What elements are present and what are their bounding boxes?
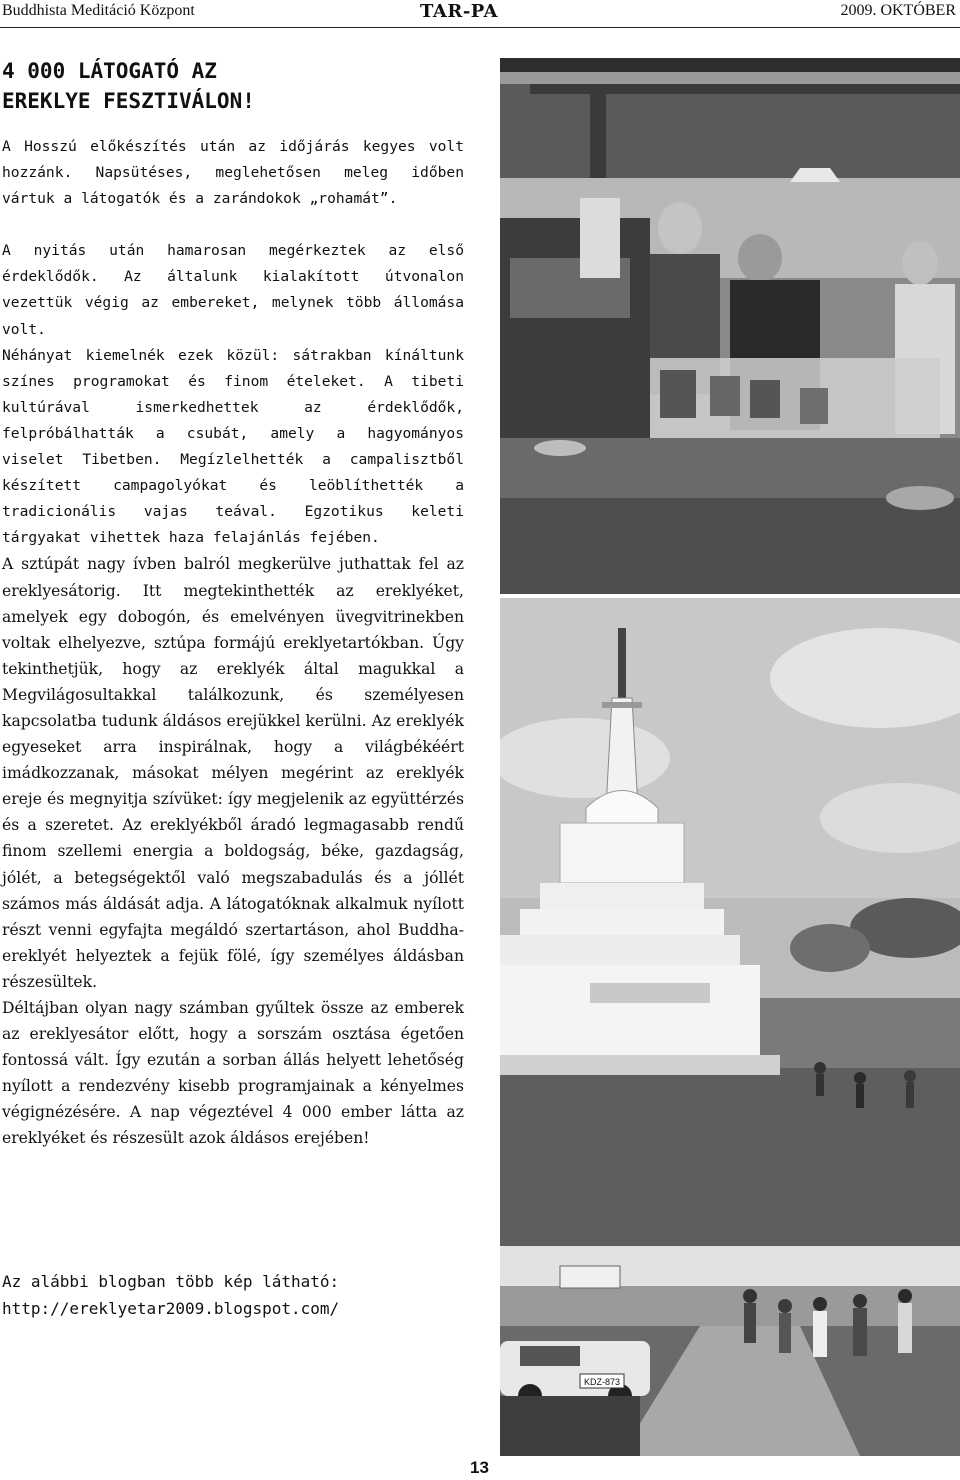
header-magazine-title: TAR-PA [420,1,498,22]
paragraph-4: A sztúpát nagy ívben balról megkerülve juthattak fel az ereklyesátorig. Itt megtekinthették az ereklyéket, amelyek egy dobogón, és emelvényen üvegvitrinekben voltak elhelyezve, sztúpa formájú ereklyetartókban. Úgy tekinthetjük, hogy az ereklyék által magukkal a Megvilágosultakkal találkozunk, és személyesen kapcsolatba tudunk áldásos erejükkel kerülni. Az ereklyék egyeseket arra inspirálnak, hogy a világbékéért imádkozzanak, másokat mélyen megérint az ereklyék ereje és megnyitja szívüket: így megjelenik az együttérzés és a szeretet. Az ereklyékből áradó legmagasabb rendű finom szellemi energia a boldogság, béke, gazdagság, jólét, a betegségektől való megszabadulás és a jóllét számos más áldását adja. A látogatóknak alkalmuk nyílott részt venni egyfajta megáldó szertartáson, ahol Buddha-ereklyét helyeztek a fejük fölé, így személyes áldásban részesültek. [2,555,464,991]
paragraph-2: A nyitás után hamarosan megérkeztek az első érdeklődők. Az általunk kialakított útvonalon vezettük végig az embereket, melynek több állomása volt. [2,242,464,338]
header-rule [0,27,960,28]
blog-note-text: Az alábbi blogban több kép látható: [2,1272,340,1291]
article-title-line-1: 4 000 LÁTOGATÓ AZ [2,59,217,83]
paragraph-3: Néhányat kiemelnék ezek közül: sátrakban kínáltunk színes programokat és finom ételeket. A tibeti kultúrával ismerkedhettek az érdeklődők, felpróbálhatták a csubát, amely a hagyományos viselet Tibetben. Megízlelhették a campalisztből készített campagolyókat és leöblíthették a tradicionális vajas teával. Egzotikus keleti tárgyakat vihettek haza felajánlás fejében. [2,346,464,547]
page-number: 13 [470,1458,489,1477]
article-title-line-2: EREKLYE FESZTIVÁLON! [2,89,255,113]
article-body [2,134,464,1152]
photo-relic-exhibition [500,58,960,594]
header-organization: Buddhista Meditáció Központ [2,2,195,19]
page-header [0,0,960,26]
photo-crowd-road [500,1246,960,1456]
blog-link[interactable]: http://ereklyetar2009.blogspot.com/ [2,1299,340,1318]
car-license-plate: KDZ-873 [583,1377,621,1387]
paragraph-1: A Hosszú előkészítés után az időjárás kegyes volt hozzánk. Napsütéses, meglehetősen meleg időben vártuk a látogatók és a zarándokok „rohamát”. [2,138,464,208]
blog-note [2,1268,472,1322]
header-issue-date: 2009. OKTÓBER [840,2,956,19]
article-title [2,56,472,116]
paragraph-5: Déltájban olyan nagy számban gyűltek össze az emberek az ereklyesátor előtt, hogy a sorszám osztása égetően fontossá vált. Így ezután a sorban állás helyett lehetőség nyílott a rendezvény kisebb programjainak a kényelmes végignézésére. A nap végeztével 4 000 ember látta az ereklyéket és részesült azok áldásos erejében! [2,999,464,1148]
photo-stupa [500,598,960,1252]
